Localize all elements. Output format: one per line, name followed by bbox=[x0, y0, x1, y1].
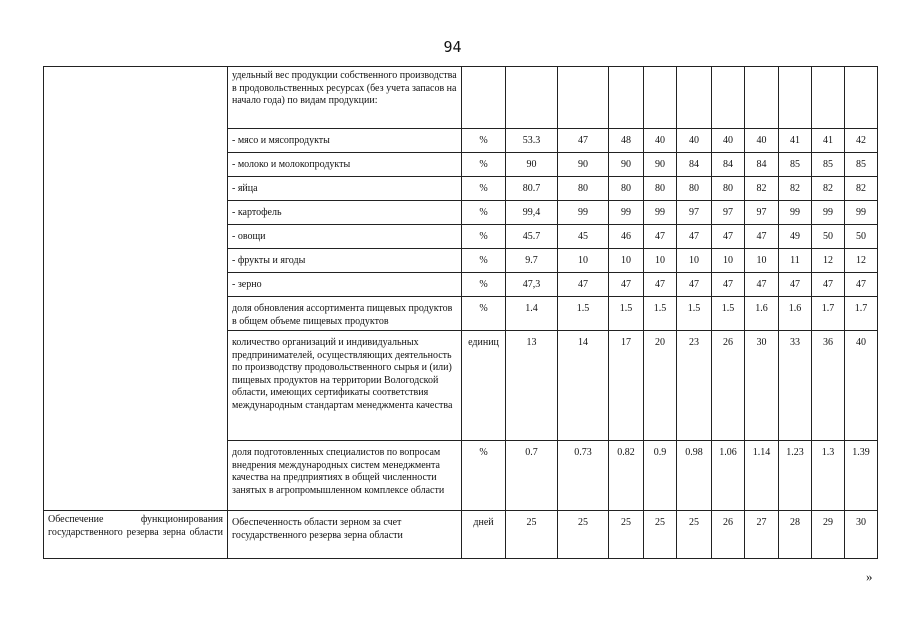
value-cell: 40 bbox=[644, 129, 677, 153]
value-cell: 41 bbox=[779, 129, 812, 153]
value-cell: 47 bbox=[558, 129, 609, 153]
value-cell: 85 bbox=[845, 153, 878, 177]
value-cell: 0.82 bbox=[609, 441, 644, 511]
value-cell: 1.14 bbox=[745, 441, 779, 511]
value-cell: 23 bbox=[677, 331, 712, 441]
value-cell: 82 bbox=[812, 177, 845, 201]
value-cell: 82 bbox=[779, 177, 812, 201]
value-cell: 25 bbox=[558, 511, 609, 559]
value-cell: 0.7 bbox=[506, 441, 558, 511]
value-cell: 42 bbox=[845, 129, 878, 153]
value-cell bbox=[812, 67, 845, 129]
unit-cell: % bbox=[462, 297, 506, 331]
table-body bbox=[44, 67, 878, 559]
value-cell: 10 bbox=[745, 249, 779, 273]
indicator-label: - фрукты и ягоды bbox=[228, 249, 462, 273]
indicator-label: удельный вес продукции собственного производства в продовольственных ресурсах (без учета запасов на начало года) по видам продукции: bbox=[228, 67, 462, 129]
value-cell: 27 bbox=[745, 511, 779, 559]
value-cell: 30 bbox=[745, 331, 779, 441]
value-cell: 10 bbox=[712, 249, 745, 273]
value-cell bbox=[845, 67, 878, 129]
value-cell: 84 bbox=[677, 153, 712, 177]
unit-cell: % bbox=[462, 249, 506, 273]
value-cell: 1.7 bbox=[845, 297, 878, 331]
value-cell: 26 bbox=[712, 511, 745, 559]
value-cell: 47 bbox=[644, 225, 677, 249]
value-cell: 13 bbox=[506, 331, 558, 441]
value-cell: 30 bbox=[845, 511, 878, 559]
value-cell: 41 bbox=[812, 129, 845, 153]
value-cell: 47,3 bbox=[506, 273, 558, 297]
value-cell: 45.7 bbox=[506, 225, 558, 249]
value-cell: 80 bbox=[677, 177, 712, 201]
value-cell: 84 bbox=[745, 153, 779, 177]
unit-cell: % bbox=[462, 273, 506, 297]
value-cell: 80 bbox=[644, 177, 677, 201]
value-cell: 14 bbox=[558, 331, 609, 441]
goal-cell: Обеспечение функционирования государственного резерва зерна области bbox=[44, 511, 228, 559]
value-cell: 0.9 bbox=[644, 441, 677, 511]
value-cell bbox=[644, 67, 677, 129]
value-cell: 17 bbox=[609, 331, 644, 441]
unit-cell: дней bbox=[462, 511, 506, 559]
value-cell: 49 bbox=[779, 225, 812, 249]
value-cell: 1.5 bbox=[712, 297, 745, 331]
value-cell: 1.06 bbox=[712, 441, 745, 511]
value-cell: 50 bbox=[812, 225, 845, 249]
value-cell: 47 bbox=[558, 273, 609, 297]
value-cell: 80 bbox=[609, 177, 644, 201]
value-cell: 12 bbox=[845, 249, 878, 273]
value-cell: 85 bbox=[779, 153, 812, 177]
value-cell: 80.7 bbox=[506, 177, 558, 201]
table-row-header bbox=[44, 67, 878, 129]
value-cell: 47 bbox=[644, 273, 677, 297]
value-cell: 1.39 bbox=[845, 441, 878, 511]
value-cell: 99 bbox=[558, 201, 609, 225]
value-cell: 47 bbox=[712, 225, 745, 249]
value-cell: 99 bbox=[644, 201, 677, 225]
value-cell: 53.3 bbox=[506, 129, 558, 153]
value-cell: 0.73 bbox=[558, 441, 609, 511]
indicator-label: - яйца bbox=[228, 177, 462, 201]
value-cell: 90 bbox=[506, 153, 558, 177]
value-cell: 99 bbox=[812, 201, 845, 225]
value-cell: 47 bbox=[712, 273, 745, 297]
value-cell: 10 bbox=[558, 249, 609, 273]
value-cell: 0.98 bbox=[677, 441, 712, 511]
value-cell: 47 bbox=[677, 273, 712, 297]
value-cell: 85 bbox=[812, 153, 845, 177]
value-cell: 97 bbox=[677, 201, 712, 225]
value-cell: 9.7 bbox=[506, 249, 558, 273]
unit-cell: % bbox=[462, 153, 506, 177]
value-cell: 90 bbox=[609, 153, 644, 177]
value-cell: 1.5 bbox=[644, 297, 677, 331]
value-cell: 1.6 bbox=[745, 297, 779, 331]
value-cell: 47 bbox=[845, 273, 878, 297]
value-cell bbox=[677, 67, 712, 129]
value-cell: 1.6 bbox=[779, 297, 812, 331]
value-cell: 90 bbox=[558, 153, 609, 177]
indicator-label: доля обновления ассортимента пищевых продуктов в общем объеме пищевых продуктов bbox=[228, 297, 462, 331]
unit-cell bbox=[462, 67, 506, 129]
value-cell: 26 bbox=[712, 331, 745, 441]
table-row-grain-reserve bbox=[44, 511, 878, 559]
value-cell: 40 bbox=[712, 129, 745, 153]
value-cell: 10 bbox=[677, 249, 712, 273]
value-cell: 40 bbox=[745, 129, 779, 153]
value-cell: 46 bbox=[609, 225, 644, 249]
value-cell: 48 bbox=[609, 129, 644, 153]
indicators-table bbox=[43, 66, 878, 559]
value-cell: 47 bbox=[745, 273, 779, 297]
unit-cell: единиц bbox=[462, 331, 506, 441]
indicator-label: - мясо и мясопродукты bbox=[228, 129, 462, 153]
indicator-label: - молоко и молокопродукты bbox=[228, 153, 462, 177]
indicator-label: Обеспеченность области зерном за счет государственного резерва зерна области bbox=[228, 511, 462, 559]
goal-cell-empty bbox=[44, 67, 228, 511]
unit-cell: % bbox=[462, 201, 506, 225]
value-cell: 90 bbox=[644, 153, 677, 177]
value-cell: 1.4 bbox=[506, 297, 558, 331]
unit-cell: % bbox=[462, 225, 506, 249]
value-cell: 10 bbox=[644, 249, 677, 273]
indicator-label: - овощи bbox=[228, 225, 462, 249]
value-cell: 99 bbox=[779, 201, 812, 225]
value-cell bbox=[609, 67, 644, 129]
value-cell: 1.5 bbox=[677, 297, 712, 331]
indicator-label: - зерно bbox=[228, 273, 462, 297]
value-cell: 99 bbox=[845, 201, 878, 225]
value-cell: 97 bbox=[712, 201, 745, 225]
unit-cell: % bbox=[462, 177, 506, 201]
value-cell: 47 bbox=[779, 273, 812, 297]
value-cell: 47 bbox=[609, 273, 644, 297]
value-cell: 40 bbox=[677, 129, 712, 153]
value-cell: 25 bbox=[644, 511, 677, 559]
value-cell bbox=[558, 67, 609, 129]
value-cell: 99 bbox=[609, 201, 644, 225]
value-cell: 1.3 bbox=[812, 441, 845, 511]
unit-cell: % bbox=[462, 129, 506, 153]
value-cell: 36 bbox=[812, 331, 845, 441]
value-cell: 45 bbox=[558, 225, 609, 249]
value-cell: 11 bbox=[779, 249, 812, 273]
value-cell: 97 bbox=[745, 201, 779, 225]
value-cell: 80 bbox=[712, 177, 745, 201]
unit-cell: % bbox=[462, 441, 506, 511]
value-cell: 1.23 bbox=[779, 441, 812, 511]
value-cell bbox=[506, 67, 558, 129]
value-cell: 29 bbox=[812, 511, 845, 559]
value-cell: 82 bbox=[745, 177, 779, 201]
value-cell: 1.5 bbox=[609, 297, 644, 331]
value-cell: 47 bbox=[677, 225, 712, 249]
indicator-label: количество организаций и индивидуальных предпринимателей, осуществляющих деятельность по производству продовольственного сырья и (или) пищевых продуктов на территории Вологодской области, имеющих сертификаты соответствия международным стандартам менеджмента качества bbox=[228, 331, 462, 441]
value-cell: 84 bbox=[712, 153, 745, 177]
closing-quote: » bbox=[866, 569, 873, 584]
value-cell: 40 bbox=[845, 331, 878, 441]
value-cell: 50 bbox=[845, 225, 878, 249]
value-cell: 12 bbox=[812, 249, 845, 273]
value-cell: 1.7 bbox=[812, 297, 845, 331]
value-cell: 82 bbox=[845, 177, 878, 201]
indicator-label: доля подготовленных специалистов по вопросам внедрения международных систем менеджмента качества на предприятиях в общей численности занятых в агропромышленном комплексе области bbox=[228, 441, 462, 511]
value-cell: 47 bbox=[745, 225, 779, 249]
value-cell: 25 bbox=[677, 511, 712, 559]
value-cell: 25 bbox=[609, 511, 644, 559]
value-cell: 20 bbox=[644, 331, 677, 441]
value-cell: 10 bbox=[609, 249, 644, 273]
value-cell bbox=[779, 67, 812, 129]
value-cell: 28 bbox=[779, 511, 812, 559]
value-cell: 25 bbox=[506, 511, 558, 559]
indicator-label: - картофель bbox=[228, 201, 462, 225]
value-cell bbox=[712, 67, 745, 129]
value-cell: 99,4 bbox=[506, 201, 558, 225]
value-cell bbox=[745, 67, 779, 129]
value-cell: 1.5 bbox=[558, 297, 609, 331]
value-cell: 33 bbox=[779, 331, 812, 441]
page-number: 94 bbox=[443, 38, 462, 56]
value-cell: 47 bbox=[812, 273, 845, 297]
value-cell: 80 bbox=[558, 177, 609, 201]
